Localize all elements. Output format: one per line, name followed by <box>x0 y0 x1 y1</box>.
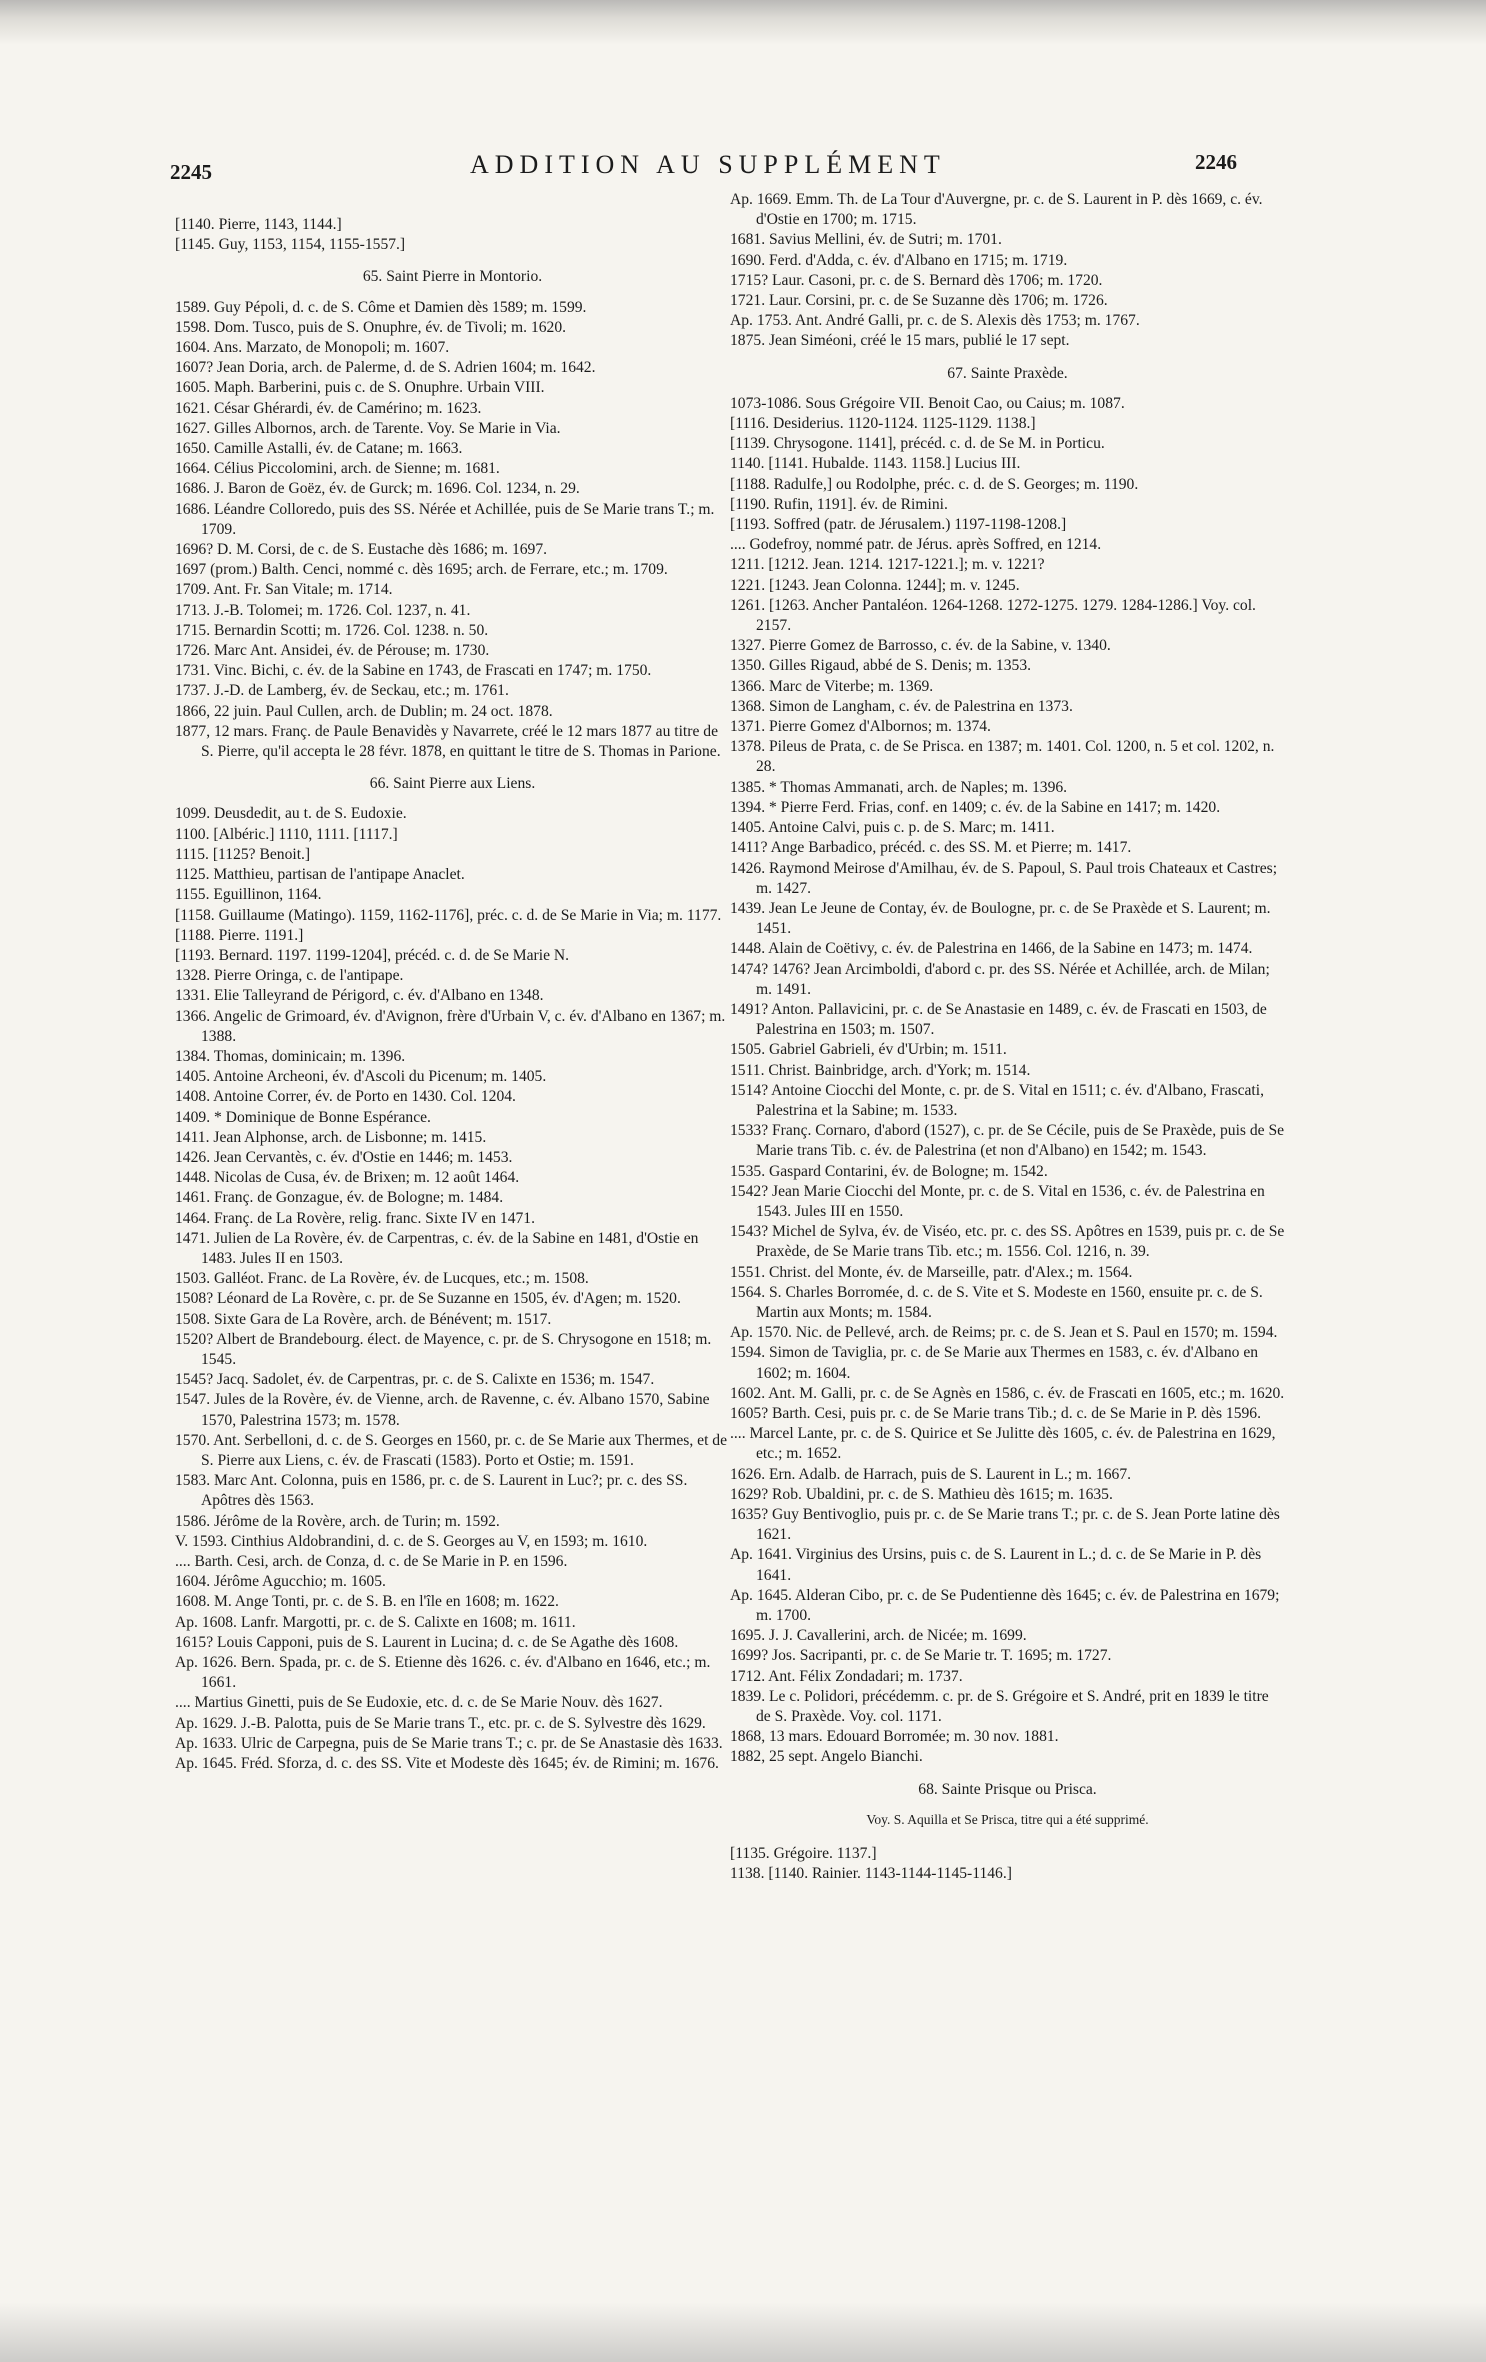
list-entry: 1868, 13 mars. Edouard Borromée; m. 30 nov. 1881. <box>730 1728 1059 1746</box>
list-entry: 1621. César Ghérardi, év. de Camérino; m. 1623. <box>175 399 482 417</box>
list-entry: 1709. Ant. Fr. San Vitale; m. 1714. <box>175 581 393 599</box>
section-note: Voy. S. Aquilla et Se Prisca, titre qui a été supprimé. <box>866 1811 1149 1827</box>
section-title: 68. Sainte Prisque ou Prisca. <box>918 1780 1097 1798</box>
list-entry: 1877, 12 mars. Franç. de Paule Benavidès y Navarrete, créé le 12 mars 1877 au titre de S. Pierre, qu'il accepta le 28 févr. 1878, en quittant le titre de S. Thomas in Parione. <box>175 722 721 761</box>
list-entry: 1570. Ant. Serbelloni, d. c. de S. Georges en 1560, pr. c. de Se Marie aux Thermes, et de S. Pierre aux Liens, c. év. de Frascati (1583). Porto et Ostie; m. 1591. <box>175 1431 728 1469</box>
list-entry: 1471. Julien de La Rovère, év. de Carpentras, c. év. de la Sabine en 1481, d'Ostie en 1483. Jules II en 1503. <box>175 1229 699 1267</box>
list-entry: 1073-1086. Sous Grégoire VII. Benoit Cao, ou Caius; m. 1087. <box>730 394 1125 412</box>
list-entry: 1385. * Thomas Ammanati, arch. de Naples; m. 1396. <box>730 778 1068 796</box>
list-entry: 1731. Vinc. Bichi, c. év. de la Sabine en 1743, de Frascati en 1747; m. 1750. <box>175 662 652 680</box>
list-entry: 1514? Antoine Ciocchi del Monte, c. pr. de S. Vital en 1511; c. év. d'Albano, Frascati, Palestrina et la Sabine; m. 1533. <box>730 1081 1264 1119</box>
list-entry: 1140. [1141. Hubalde. 1143. 1158.] Lucius III. <box>730 455 1021 473</box>
list-entry: 1605. Maph. Barberini, puis c. de S. Onuphre. Urbain VIII. <box>175 379 545 397</box>
list-entry: 1699? Jos. Sacripanti, pr. c. de Se Marie tr. T. 1695; m. 1727. <box>730 1647 1112 1665</box>
list-entry: 1604. Ans. Marzato, de Monopoli; m. 1607. <box>175 339 450 357</box>
list-entry: Ap. 1669. Emm. Th. de La Tour d'Auvergne, pr. c. de S. Laurent in P. dès 1669, c. év. d'Ostie en 1700; m. 1715. <box>730 191 1263 229</box>
list-entry: 1327. Pierre Gomez de Barrosso, c. év. de la Sabine, v. 1340. <box>730 637 1111 655</box>
list-entry: 1464. Franç. de La Rovère, relig. franc. Sixte IV en 1471. <box>175 1209 535 1227</box>
list-entry: Ap. 1570. Nic. de Pellevé, arch. de Reims; pr. c. de S. Jean et S. Paul en 1570; m. 1594. <box>730 1324 1278 1342</box>
list-entry: Ap. 1633. Ulric de Carpegna, puis de Se Marie trans T.; c. pr. de Se Anastasie dès 1633. <box>175 1734 723 1752</box>
list-entry: 1138. [1140. Rainier. 1143-1144-1145-1146.] <box>730 1865 1012 1883</box>
list-entry: Ap. 1645. Alderan Cibo, pr. c. de Se Pudentienne dès 1645; c. év. de Palestrina en 1679; m. 1700. <box>730 1586 1280 1625</box>
list-entry: [1145. Guy, 1153, 1154, 1155-1557.] <box>175 236 406 254</box>
list-entry: 1594. Simon de Taviglia, pr. c. de Se Marie aux Thermes en 1583, c. év. d'Albano en 1602; m. 1604. <box>730 1344 1259 1382</box>
list-entry: .... Godefroy, nommé patr. de Jérus. après Soffred, en 1214. <box>730 536 1102 554</box>
list-entry: 1726. Marc Ant. Ansidei, év. de Pérouse; m. 1730. <box>175 642 490 660</box>
list-entry: [1188. Pierre. 1191.] <box>175 926 304 944</box>
list-entry: Ap. 1641. Virginius des Ursins, puis c. de S. Laurent in L.; d. c. de Se Marie in P. dès 1641. <box>730 1546 1262 1584</box>
list-entry: [1139. Chrysogone. 1141], précéd. c. d. de Se M. in Porticu. <box>730 435 1105 453</box>
list-entry: [1193. Bernard. 1197. 1199-1204], précéd. c. d. de Se Marie N. <box>175 946 570 964</box>
list-entry: 1261. [1263. Ancher Pantaléon. 1264-1268. 1272-1275. 1279. 1284-1286.] Voy. col. 2157. <box>730 596 1256 635</box>
list-entry: Ap. 1608. Lanfr. Margotti, pr. c. de S. Calixte en 1608; m. 1611. <box>175 1613 576 1631</box>
list-entry: Ap. 1626. Bern. Spada, pr. c. de S. Etienne dès 1626. c. év. d'Albano en 1646, etc.; m. 1661. <box>175 1654 711 1692</box>
right-column <box>730 190 1285 1884</box>
list-entry: .... Martius Ginetti, puis de Se Eudoxie, etc. d. c. de Se Marie Nouv. dès 1627. <box>175 1694 663 1712</box>
list-entry: [1116. Desiderius. 1120-1124. 1125-1129. 1138.] <box>730 415 1036 433</box>
list-entry: 1712. Ant. Félix Zondadari; m. 1737. <box>730 1667 963 1685</box>
list-entry: 1686. Léandre Colloredo, puis des SS. Nérée et Achillée, puis de Se Marie trans T.; m. 1709. <box>175 500 715 538</box>
list-entry: 1448. Nicolas de Cusa, év. de Brixen; m. 12 août 1464. <box>175 1169 520 1187</box>
list-entry: 1602. Ant. M. Galli, pr. c. de Se Agnès en 1586, c. év. de Frascati en 1605, etc.; m. 1620. <box>730 1384 1285 1402</box>
list-entry: 1411? Ange Barbadico, précéd. c. des SS. M. et Pierre; m. 1417. <box>730 839 1132 857</box>
list-entry: 1426. Raymond Meirose d'Amilhau, év. de S. Papoul, S. Paul trois Chateaux et Castres; m. 1427. <box>730 859 1278 897</box>
list-entry: 1686. J. Baron de Goëz, év. de Gurck; m. 1696. Col. 1234, n. 29. <box>175 480 580 498</box>
list-entry: 1875. Jean Siméoni, créé le 15 mars, publié le 17 sept. <box>730 332 1070 350</box>
list-entry: 1635? Guy Bentivoglio, puis pr. c. de Se Marie trans T.; pr. c. de S. Jean Porte latine dès 1621. <box>730 1506 1280 1544</box>
list-entry: 1533? Franç. Cornaro, d'abord (1527), c. pr. de Se Cécile, puis de Se Praxède, puis de Se Marie trans Tib. c. év. de Palestrina (et non d'Albano) en 1542; m. 1543. <box>730 1122 1285 1160</box>
list-entry: 1545? Jacq. Sadolet, év. de Carpentras, pr. c. de S. Calixte en 1536; m. 1547. <box>175 1371 655 1389</box>
list-entry: 1866, 22 juin. Paul Cullen, arch. de Dublin; m. 24 oct. 1878. <box>175 702 553 720</box>
list-entry: .... Marcel Lante, pr. c. de S. Quirice et Se Julitte dès 1605, c. év. de Palestrina en 1629, etc.; m. 1652. <box>730 1425 1276 1463</box>
list-entry: [1193. Soffred (patr. de Jérusalem.) 1197-1198-1208.] <box>730 516 1067 534</box>
list-entry: 1508? Léonard de La Rovère, c. pr. de Se Suzanne en 1505, év. d'Agen; m. 1520. <box>175 1290 681 1308</box>
list-entry: 1426. Jean Cervantès, c. év. d'Ostie en 1446; m. 1453. <box>175 1148 513 1166</box>
list-entry: 1608. M. Ange Tonti, pr. c. de S. B. en l'île en 1608; m. 1622. <box>175 1593 559 1611</box>
list-entry: 1627. Gilles Albornos, arch. de Tarente. Voy. Se Marie in Via. <box>175 419 561 437</box>
list-entry: 1221. [1243. Jean Colonna. 1244]; m. v. 1245. <box>730 576 1020 594</box>
list-entry: 1715. Bernardin Scotti; m. 1726. Col. 1238. n. 50. <box>175 621 489 639</box>
list-entry: 1690. Ferd. d'Adda, c. év. d'Albano en 1715; m. 1719. <box>730 251 1068 269</box>
scan-edge-bottom <box>0 2302 1486 2362</box>
list-entry: 1650. Camille Astalli, év. de Catane; m. 1663. <box>175 440 463 458</box>
list-entry: 1405. Antoine Calvi, puis c. p. de S. Marc; m. 1411. <box>730 819 1055 837</box>
list-entry: 1368. Simon de Langham, c. év. de Palestrina en 1373. <box>730 697 1073 715</box>
list-entry: 1155. Eguillinon, 1164. <box>175 886 322 904</box>
list-entry: 1681. Savius Mellini, év. de Sutri; m. 1701. <box>730 231 1002 249</box>
list-entry: 1405. Antoine Archeoni, év. d'Ascoli du Picenum; m. 1405. <box>175 1068 547 1086</box>
section-title: 67. Sainte Praxède. <box>947 364 1068 382</box>
list-entry: 1491? Anton. Pallavicini, pr. c. de Se Anastasie en 1489, c. év. de Frascati en 1503, de Palestrina en 1503; m. 1507. <box>730 1000 1267 1039</box>
list-entry: 1604. Jérôme Agucchio; m. 1605. <box>175 1573 386 1591</box>
list-entry: 1115. [1125? Benoit.] <box>175 845 311 863</box>
list-entry: 1626. Ern. Adalb. de Harrach, puis de S. Laurent in L.; m. 1667. <box>730 1465 1132 1483</box>
scan-edge-top <box>0 0 1486 45</box>
list-entry: 1715? Laur. Casoni, pr. c. de S. Bernard dès 1706; m. 1720. <box>730 271 1103 289</box>
list-entry: 1408. Antoine Correr, év. de Porto en 1430. Col. 1204. <box>175 1088 516 1106</box>
list-entry: 1503. Galléot. Franc. de La Rovère, év. de Lucques, etc.; m. 1508. <box>175 1270 589 1288</box>
list-entry: 1535. Gaspard Contarini, év. de Bologne; m. 1542. <box>730 1162 1048 1180</box>
list-entry: 1371. Pierre Gomez d'Albornos; m. 1374. <box>730 718 991 736</box>
list-entry: 1511. Christ. Bainbridge, arch. d'York; m. 1514. <box>730 1061 1031 1079</box>
list-entry: .... Barth. Cesi, arch. de Conza, d. c. de Se Marie in P. en 1596. <box>175 1553 568 1570</box>
list-entry: 1331. Elie Talleyrand de Périgord, c. év. d'Albano en 1348. <box>175 987 544 1005</box>
left-column <box>175 215 730 1774</box>
list-entry: 1737. J.-D. de Lamberg, év. de Seckau, etc.; m. 1761. <box>175 682 509 700</box>
list-entry: 1384. Thomas, dominicain; m. 1396. <box>175 1047 406 1065</box>
list-entry: Ap. 1753. Ant. André Galli, pr. c. de S. Alexis dès 1753; m. 1767. <box>730 312 1140 330</box>
list-entry: 1211. [1212. Jean. 1214. 1217-1221.]; m. v. 1221? <box>730 556 1045 574</box>
list-entry: 1394. * Pierre Ferd. Frias, conf. en 1409; c. év. de la Sabine en 1417; m. 1420. <box>730 798 1221 816</box>
list-entry: 1721. Laur. Corsini, pr. c. de Se Suzanne dès 1706; m. 1726. <box>730 292 1108 310</box>
list-entry: 1439. Jean Le Jeune de Contay, év. de Boulogne, pr. c. de Se Praxède et S. Laurent; m. 1451. <box>730 899 1271 938</box>
section-title: 65. Saint Pierre in Montorio. <box>362 268 543 286</box>
list-entry: 1598. Dom. Tusco, puis de S. Onuphre, év. de Tivoli; m. 1620. <box>175 318 567 336</box>
list-entry: 1696? D. M. Corsi, de c. de S. Eustache dès 1686; m. 1697. <box>175 541 548 559</box>
list-entry: 1461. Franç. de Gonzague, év. de Bologne; m. 1484. <box>175 1189 504 1207</box>
page-number-right: 2246 <box>1195 150 1237 174</box>
list-entry: 1366. Angelic de Grimoard, év. d'Avignon, frère d'Urbain V, c. év. d'Albano en 1367; m. 1388. <box>175 1007 726 1045</box>
list-entry: 1697 (prom.) Balth. Cenci, nommé c. dès 1695; arch. de Ferrare, etc.; m. 1709. <box>175 561 668 579</box>
list-entry: Ap. 1645. Fréd. Sforza, d. c. des SS. Vite et Modeste dès 1645; év. de Rimini; m. 1676. <box>175 1755 719 1773</box>
section-title: 66. Saint Pierre aux Liens. <box>369 775 536 793</box>
list-entry: 1664. Célius Piccolomini, arch. de Sienne; m. 1681. <box>175 460 500 478</box>
list-entry: 1100. [Albéric.] 1110, 1111. [1117.] <box>175 825 398 843</box>
list-entry: [1188. Radulfe,] ou Rodolphe, préc. c. d. de S. Georges; m. 1190. <box>730 475 1139 493</box>
list-entry: 1882, 25 sept. Angelo Bianchi. <box>730 1748 923 1766</box>
list-entry: 1542? Jean Marie Ciocchi del Monte, pr. c. de S. Vital en 1536, c. év. de Palestrina en 1543. Jules III en 1550. <box>730 1182 1265 1220</box>
list-entry: 1448. Alain de Coëtivy, c. év. de Palestrina en 1466, de la Sabine en 1473; m. 1474. <box>730 940 1253 958</box>
list-entry: 1350. Gilles Rigaud, abbé de S. Denis; m. 1353. <box>730 657 1032 675</box>
list-entry: [1190. Rufin, 1191]. év. de Rimini. <box>730 495 948 513</box>
list-entry: 1409. * Dominique de Bonne Espérance. <box>175 1108 431 1126</box>
list-entry: 1328. Pierre Oringa, c. de l'antipape. <box>175 967 404 985</box>
list-entry: 1411. Jean Alphonse, arch. de Lisbonne; m. 1415. <box>175 1128 487 1146</box>
list-entry: [1158. Guillaume (Matingo). 1159, 1162-1176], préc. c. d. de Se Marie in Via; m. 1177. <box>175 906 722 924</box>
list-entry: [1135. Grégoire. 1137.] <box>730 1845 877 1863</box>
page-number-left: 2245 <box>170 160 212 184</box>
list-entry: 1605? Barth. Cesi, puis pr. c. de Se Marie trans Tib.; d. c. de Se Marie in P. dès 1596. <box>730 1404 1262 1422</box>
list-entry: 1713. J.-B. Tolomei; m. 1726. Col. 1237, n. 41. <box>175 601 471 619</box>
list-entry: 1551. Christ. del Monte, év. de Marseille, patr. d'Alex.; m. 1564. <box>730 1263 1133 1281</box>
list-entry: 1543? Michel de Sylva, év. de Viséo, etc. pr. c. des SS. Apôtres en 1539, puis pr. c. de Se Praxède, de Se Marie trans Tib. etc.; m. 1556. Col. 1216, n. 39. <box>730 1223 1285 1261</box>
list-entry: V. 1593. Cinthius Aldobrandini, d. c. de S. Georges au V, en 1593; m. 1610. <box>175 1532 648 1550</box>
list-entry: 1378. Pileus de Prata, c. de Se Prisca. en 1387; m. 1401. Col. 1200, n. 5 et col. 1202, n. 28. <box>730 738 1275 776</box>
list-entry: 1607? Jean Doria, arch. de Palerme, d. de S. Adrien 1604; m. 1642. <box>175 359 596 377</box>
list-entry: 1520? Albert de Brandebourg. élect. de Mayence, c. pr. de S. Chrysogone en 1518; m. 1545. <box>175 1330 712 1368</box>
list-entry: 1583. Marc Ant. Colonna, puis en 1586, pr. c. de S. Laurent in Luc?; pr. c. des SS. Apôtres dès 1563. <box>175 1472 688 1510</box>
list-entry: 1695. J. J. Cavallerini, arch. de Nicée; m. 1699. <box>730 1627 1027 1645</box>
list-entry: [1140. Pierre, 1143, 1144.] <box>175 216 342 233</box>
list-entry: 1505. Gabriel Gabrieli, év d'Urbin; m. 1511. <box>730 1041 1007 1059</box>
list-entry: 1589. Guy Pépoli, d. c. de S. Côme et Damien dès 1589; m. 1599. <box>175 298 587 316</box>
page-header-title: ADDITION AU SUPPLÉMENT <box>470 150 946 179</box>
list-entry: 1564. S. Charles Borromée, d. c. de S. Vite et S. Modeste en 1560, ensuite pr. c. de S. Martin aux Monts; m. 1584. <box>730 1283 1263 1321</box>
list-entry: Ap. 1629. J.-B. Palotta, puis de Se Marie trans T., etc. pr. c. de S. Sylvestre dès 1629. <box>175 1714 706 1732</box>
list-entry: 1508. Sixte Gara de La Rovère, arch. de Bénévent; m. 1517. <box>175 1310 552 1328</box>
list-entry: 1547. Jules de la Rovère, év. de Vienne, arch. de Ravenne, c. év. Albano 1570, Sabine 1570, Palestrina 1573; m. 1578. <box>175 1391 710 1429</box>
list-entry: 1839. Le c. Polidori, précédemm. c. pr. de S. Grégoire et S. André, prit en 1839 le titre de S. Praxède. Voy. col. 1171. <box>730 1687 1269 1726</box>
list-entry: 1099. Deusdedit, au t. de S. Eudoxie. <box>175 805 407 823</box>
list-entry: 1629? Rob. Ubaldini, pr. c. de S. Mathieu dès 1615; m. 1635. <box>730 1485 1113 1503</box>
list-entry: 1125. Matthieu, partisan de l'antipape Anaclet. <box>175 866 465 884</box>
list-entry: 1366. Marc de Viterbe; m. 1369. <box>730 677 934 695</box>
list-entry: 1586. Jérôme de la Rovère, arch. de Turin; m. 1592. <box>175 1512 500 1530</box>
list-entry: 1615? Louis Capponi, puis de S. Laurent in Lucina; d. c. de Se Agathe dès 1608. <box>175 1633 679 1651</box>
list-entry: 1474? 1476? Jean Arcimboldi, d'abord c. pr. des SS. Nérée et Achillée, arch. de Milan; m. 1491. <box>730 960 1270 998</box>
